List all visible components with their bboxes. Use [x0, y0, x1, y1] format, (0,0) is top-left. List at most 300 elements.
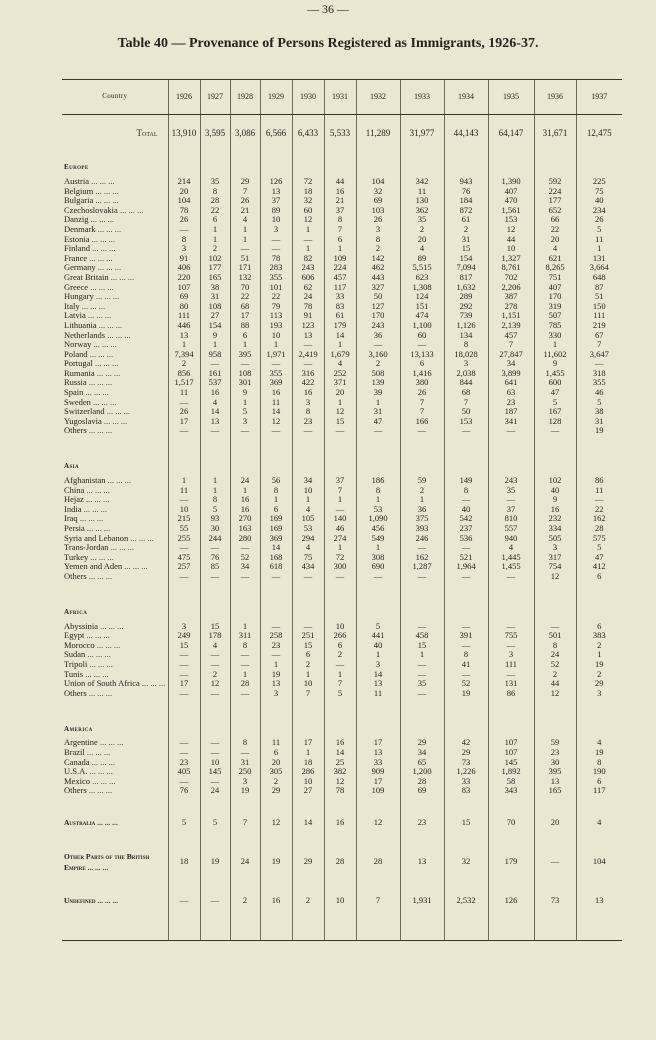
cell-1935: 702	[488, 273, 534, 283]
cell-1933: 166	[400, 417, 444, 427]
cell-1927: 13	[200, 417, 230, 427]
cell-1928: 21	[230, 206, 260, 216]
cell-1926: —	[168, 398, 200, 408]
table-row	[62, 572, 622, 582]
cell-1931: —	[324, 426, 356, 436]
cell-1935: 557	[488, 524, 534, 534]
cell-1936: —	[534, 850, 576, 874]
table-row	[62, 417, 622, 427]
cell-1933: 130	[400, 196, 444, 206]
country-label: Rumania ... ... ...	[64, 368, 121, 378]
cell-1933: 69	[400, 786, 444, 796]
year-header-1935: 1935	[488, 80, 534, 115]
cell-1937: 6	[576, 572, 622, 582]
cell-1930: 4	[292, 543, 324, 553]
cell-1934: 18,028	[444, 350, 488, 360]
cell-1932: 327	[356, 283, 400, 293]
empty-cell	[324, 714, 356, 738]
row-label: Great Britain	[64, 272, 109, 282]
cell-1934: 943	[444, 177, 488, 187]
cell-1927: —	[200, 748, 230, 758]
cell-1927: 537	[200, 378, 230, 388]
cell-1928: 171	[230, 263, 260, 273]
row-label: Yugoslavia	[64, 416, 102, 426]
cell-1928: 28	[230, 679, 260, 689]
country-label: Austria ... ... ...	[64, 177, 115, 186]
cell-1927: 4	[200, 641, 230, 651]
empty-cell	[324, 153, 356, 177]
cell-1928: 395	[230, 350, 260, 360]
empty-cell	[230, 912, 260, 928]
empty-cell	[444, 874, 488, 890]
empty-cell	[400, 912, 444, 928]
cell-1926: 55	[168, 524, 200, 534]
cell-1937: 412	[576, 562, 622, 572]
cell-1935: 1,327	[488, 254, 534, 264]
empty-cell	[168, 796, 200, 812]
cell-1927: 1	[200, 486, 230, 496]
row-label: Czechoslovakia	[64, 205, 118, 215]
spacer	[62, 698, 168, 714]
cell-1934: —	[444, 641, 488, 651]
cell-1929: 169	[260, 524, 292, 534]
cell-1936: 600	[534, 378, 576, 388]
cell-1937: 162	[576, 514, 622, 524]
cell-1930: 23	[292, 417, 324, 427]
spacer	[62, 912, 168, 928]
cell-1936: 12	[534, 689, 576, 699]
cell-1937: 131	[576, 254, 622, 264]
cell-1933: 474	[400, 311, 444, 321]
cell-1928: 270	[230, 514, 260, 524]
cell-1931: 382	[324, 767, 356, 777]
cell-1935: 12	[488, 225, 534, 235]
cell-1934: 2,532	[444, 890, 488, 912]
cell-1927: 4	[200, 398, 230, 408]
cell-1927: 6	[200, 215, 230, 225]
cell-1932: 69	[356, 196, 400, 206]
cell-1929: 19	[260, 850, 292, 874]
cell-1929: 355	[260, 369, 292, 379]
cell-1932: 17	[356, 738, 400, 748]
cell-1937: 19	[576, 748, 622, 758]
cell-1937: 75	[576, 187, 622, 197]
cell-1935: 131	[488, 679, 534, 689]
empty-cell	[400, 598, 444, 622]
cell-1933: 1,931	[400, 890, 444, 912]
cell-1933: 5,515	[400, 263, 444, 273]
cell-1932: 8	[356, 235, 400, 245]
row-label: Finland	[64, 244, 90, 254]
cell-1935: 1,892	[488, 767, 534, 777]
empty-cell	[576, 796, 622, 812]
year-header-1929: 1929	[260, 80, 292, 115]
cell-1936: 31,671	[534, 115, 576, 154]
table-row	[62, 476, 622, 486]
region-label: Undefined ... ... ...	[64, 896, 119, 906]
cell-1937: 234	[576, 206, 622, 216]
cell-1929: 16	[260, 890, 292, 912]
cell-1935: 3,899	[488, 369, 534, 379]
cell-1930: 316	[292, 369, 324, 379]
empty-cell	[324, 436, 356, 452]
empty-cell	[168, 928, 200, 941]
cell-1928: 24	[230, 850, 260, 874]
cell-1931: 1	[324, 543, 356, 553]
cell-1931: 1	[324, 398, 356, 408]
empty-cell	[488, 714, 534, 738]
cell-1932: 5	[356, 622, 400, 632]
empty-cell	[356, 928, 400, 941]
empty-cell	[534, 834, 576, 850]
cell-1929: 12	[260, 417, 292, 427]
cell-1935: 278	[488, 302, 534, 312]
cell-1930: —	[292, 235, 324, 245]
row-label: Estonia	[64, 234, 90, 244]
region-label: Other Parts of the British Empire ... ... ...	[64, 851, 150, 872]
empty-cell	[230, 436, 260, 452]
cell-1928: —	[230, 650, 260, 660]
empty-cell	[444, 153, 488, 177]
cell-1930: 10	[292, 777, 324, 787]
empty-cell	[292, 436, 324, 452]
cell-1929: 618	[260, 562, 292, 572]
bottom-rule-row	[62, 928, 622, 941]
row-label: Greece	[64, 282, 89, 292]
cell-1932: 186	[356, 476, 400, 486]
cell-1935: 44	[488, 235, 534, 245]
cell-1933: 2	[400, 486, 444, 496]
cell-1935: 387	[488, 292, 534, 302]
cell-1930: 1	[292, 225, 324, 235]
empty-cell	[260, 153, 292, 177]
empty-cell	[356, 874, 400, 890]
empty-cell	[356, 436, 400, 452]
cell-1936: 128	[534, 417, 576, 427]
cell-1934: 134	[444, 331, 488, 341]
cell-1927: 1	[200, 235, 230, 245]
row-label: Poland	[64, 349, 88, 359]
cell-1937: 575	[576, 534, 622, 544]
cell-1926: —	[168, 748, 200, 758]
cell-1927: —	[200, 543, 230, 553]
cell-1936: 165	[534, 786, 576, 796]
cell-1936: 30	[534, 758, 576, 768]
cell-1931: 83	[324, 302, 356, 312]
cell-1935: 810	[488, 514, 534, 524]
row-label: Yemen and Aden	[64, 562, 123, 572]
cell-1932: 104	[356, 177, 400, 187]
cell-1933: 59	[400, 476, 444, 486]
country-label: Trans-Jordan ... ... ...	[64, 543, 135, 553]
cell-1932: 139	[356, 378, 400, 388]
cell-1930: 422	[292, 378, 324, 388]
cell-1934: 15	[444, 244, 488, 254]
cell-1926: 475	[168, 553, 200, 563]
country-label: Great Britain ... ... ...	[64, 272, 135, 282]
cell-1930: 17	[292, 738, 324, 748]
empty-cell	[200, 436, 230, 452]
cell-1934: 872	[444, 206, 488, 216]
table-row	[62, 350, 622, 360]
country-label: Brazil ... ... ...	[64, 747, 111, 757]
spacer-row	[62, 874, 622, 890]
cell-1929: 6	[260, 505, 292, 515]
cell-1934: 15	[444, 812, 488, 834]
table-row	[62, 340, 622, 350]
cell-1937: 150	[576, 302, 622, 312]
cell-1935: 27,847	[488, 350, 534, 360]
cell-1928: 7	[230, 812, 260, 834]
cell-1929: 14	[260, 543, 292, 553]
cell-1936: —	[534, 622, 576, 632]
cell-1931: 37	[324, 206, 356, 216]
cell-1931: 33	[324, 292, 356, 302]
cell-1927: 1	[200, 476, 230, 486]
cell-1930: 6	[292, 650, 324, 660]
cell-1926: 3	[168, 244, 200, 254]
row-label: Germany	[64, 263, 96, 273]
empty-cell	[260, 714, 292, 738]
empty-cell	[260, 436, 292, 452]
empty-cell	[356, 912, 400, 928]
cell-1930: 606	[292, 273, 324, 283]
cell-1934: 83	[444, 786, 488, 796]
cell-1929: 193	[260, 321, 292, 331]
cell-1926: 215	[168, 514, 200, 524]
row-label: Austria	[64, 177, 90, 186]
cell-1931: 25	[324, 758, 356, 768]
cell-1930: 8	[292, 407, 324, 417]
cell-1933: —	[400, 670, 444, 680]
cell-1926: 76	[168, 786, 200, 796]
table-row	[62, 407, 622, 417]
empty-cell	[488, 598, 534, 622]
cell-1932: 243	[356, 321, 400, 331]
cell-1931: 140	[324, 514, 356, 524]
cell-1930: 10	[292, 486, 324, 496]
cell-1927: 3,595	[200, 115, 230, 154]
cell-1935: 145	[488, 758, 534, 768]
empty-cell	[230, 698, 260, 714]
cell-1935: —	[488, 641, 534, 651]
cell-1927: 154	[200, 321, 230, 331]
cell-1931: 37	[324, 476, 356, 486]
row-label: Italy	[64, 301, 80, 311]
cell-1936: 319	[534, 302, 576, 312]
table-row	[62, 331, 622, 341]
cell-1931: 1,679	[324, 350, 356, 360]
cell-1932: 13	[356, 748, 400, 758]
cell-1927: —	[200, 890, 230, 912]
cell-1937: 111	[576, 311, 622, 321]
cell-1935: 37	[488, 505, 534, 515]
cell-1929: 355	[260, 273, 292, 283]
table-row	[62, 369, 622, 379]
table-row	[62, 786, 622, 796]
cell-1926: —	[168, 572, 200, 582]
empty-cell	[292, 714, 324, 738]
cell-1926: —	[168, 689, 200, 699]
cell-1933: 1,287	[400, 562, 444, 572]
cell-1935: 2,206	[488, 283, 534, 293]
cell-1937: 1	[576, 650, 622, 660]
cell-1931: 10	[324, 890, 356, 912]
table-row	[62, 263, 622, 273]
cell-1930: 4	[292, 505, 324, 515]
empty-cell	[534, 874, 576, 890]
cell-1932: —	[356, 572, 400, 582]
row-label: Europe	[64, 163, 89, 172]
empty-cell	[324, 698, 356, 714]
cell-1928: 108	[230, 369, 260, 379]
cell-1936: 5	[534, 398, 576, 408]
cell-1928: 301	[230, 378, 260, 388]
cell-1937: —	[576, 359, 622, 369]
row-label: Afghanistan	[64, 476, 106, 486]
row-label: Rumania	[64, 368, 95, 378]
cell-1930: 12	[292, 215, 324, 225]
cell-1935: —	[488, 495, 534, 505]
cell-1934: 817	[444, 273, 488, 283]
cell-1929: —	[260, 244, 292, 254]
row-label: Other Parts of the British Empire	[64, 851, 150, 872]
cell-1927: 178	[200, 631, 230, 641]
spacer	[62, 928, 168, 941]
empty-cell	[200, 834, 230, 850]
cell-1932: 13	[356, 679, 400, 689]
cell-1929: 305	[260, 767, 292, 777]
year-header-1937: 1937	[576, 80, 622, 115]
row-label: Others	[64, 688, 87, 698]
cell-1934: 289	[444, 292, 488, 302]
cell-1934: —	[444, 426, 488, 436]
cell-1936: 407	[534, 283, 576, 293]
cell-1935: 126	[488, 890, 534, 912]
cell-1933: 151	[400, 302, 444, 312]
cell-1936: 20	[534, 812, 576, 834]
cell-1935: —	[488, 426, 534, 436]
year-header-1934: 1934	[444, 80, 488, 115]
cell-1933: 35	[400, 679, 444, 689]
cell-1932: —	[356, 340, 400, 350]
cell-1934: —	[444, 572, 488, 582]
empty-cell	[356, 452, 400, 476]
cell-1929: 169	[260, 514, 292, 524]
cell-1937: 3,664	[576, 263, 622, 273]
row-label: Canada	[64, 757, 90, 767]
cell-1932: 127	[356, 302, 400, 312]
cell-1926: —	[168, 543, 200, 553]
year-header-1931: 1931	[324, 80, 356, 115]
cell-1930: 2,419	[292, 350, 324, 360]
row-label: Iraq	[64, 514, 78, 524]
cell-1926: —	[168, 225, 200, 235]
row-label: Brazil	[64, 747, 85, 757]
table-row	[62, 748, 622, 758]
cell-1934: 1,126	[444, 321, 488, 331]
cell-1936: 52	[534, 660, 576, 670]
country-header: Country	[62, 80, 168, 115]
cell-1927: —	[200, 426, 230, 436]
cell-1930: 16	[292, 388, 324, 398]
cell-1934: 29	[444, 748, 488, 758]
cell-1929: 3	[260, 225, 292, 235]
cell-1935: 243	[488, 476, 534, 486]
country-label: Portugal ... ... ...	[64, 359, 119, 369]
cell-1935: 343	[488, 786, 534, 796]
cell-1933: 375	[400, 514, 444, 524]
cell-1935: 187	[488, 407, 534, 417]
table-row	[62, 777, 622, 787]
country-label: Persia ... ... ...	[64, 524, 111, 533]
table-row	[62, 206, 622, 216]
cell-1930: —	[292, 622, 324, 632]
cell-1937: 6	[576, 622, 622, 632]
cell-1931: 78	[324, 786, 356, 796]
cell-1928: 24	[230, 476, 260, 486]
cell-1927: 108	[200, 302, 230, 312]
cell-1937: 225	[576, 177, 622, 187]
cell-1929: 369	[260, 378, 292, 388]
empty-cell	[292, 796, 324, 812]
cell-1929: 10	[260, 215, 292, 225]
total-label	[62, 115, 168, 154]
cell-1927: 102	[200, 254, 230, 264]
cell-1936: 9	[534, 495, 576, 505]
cell-1927: 165	[200, 273, 230, 283]
cell-1930: 105	[292, 514, 324, 524]
row-label: Hungary	[64, 292, 94, 302]
empty-cell	[444, 452, 488, 476]
table-row	[62, 543, 622, 553]
country-label: Turkey ... ... ...	[64, 552, 114, 562]
table-row	[62, 486, 622, 496]
cell-1928: 29	[230, 177, 260, 187]
region-row	[62, 890, 622, 912]
cell-1934: 73	[444, 758, 488, 768]
cell-1937: 2	[576, 670, 622, 680]
row-label: Asia	[64, 462, 79, 471]
cell-1935: 4	[488, 543, 534, 553]
cell-1931: 12	[324, 777, 356, 787]
cell-1928: 51	[230, 254, 260, 264]
empty-cell	[444, 796, 488, 812]
cell-1936: 3	[534, 543, 576, 553]
empty-cell	[444, 582, 488, 598]
empty-cell	[168, 153, 200, 177]
empty-cell	[200, 874, 230, 890]
empty-cell	[356, 598, 400, 622]
empty-cell	[324, 452, 356, 476]
country-label: Canada ... ... ...	[64, 757, 115, 767]
cell-1926: 80	[168, 302, 200, 312]
cell-1935: 641	[488, 378, 534, 388]
table-row	[62, 641, 622, 651]
cell-1937: 51	[576, 292, 622, 302]
cell-1936: 330	[534, 331, 576, 341]
empty-cell	[324, 598, 356, 622]
cell-1926: 13	[168, 331, 200, 341]
empty-cell	[200, 452, 230, 476]
cell-1926: 1	[168, 476, 200, 486]
cell-1930: 91	[292, 311, 324, 321]
cell-1926: 1	[168, 340, 200, 350]
cell-1936: 59	[534, 738, 576, 748]
row-label: Turkey	[64, 552, 89, 562]
cell-1928: —	[230, 359, 260, 369]
row-label: Total	[136, 128, 158, 139]
